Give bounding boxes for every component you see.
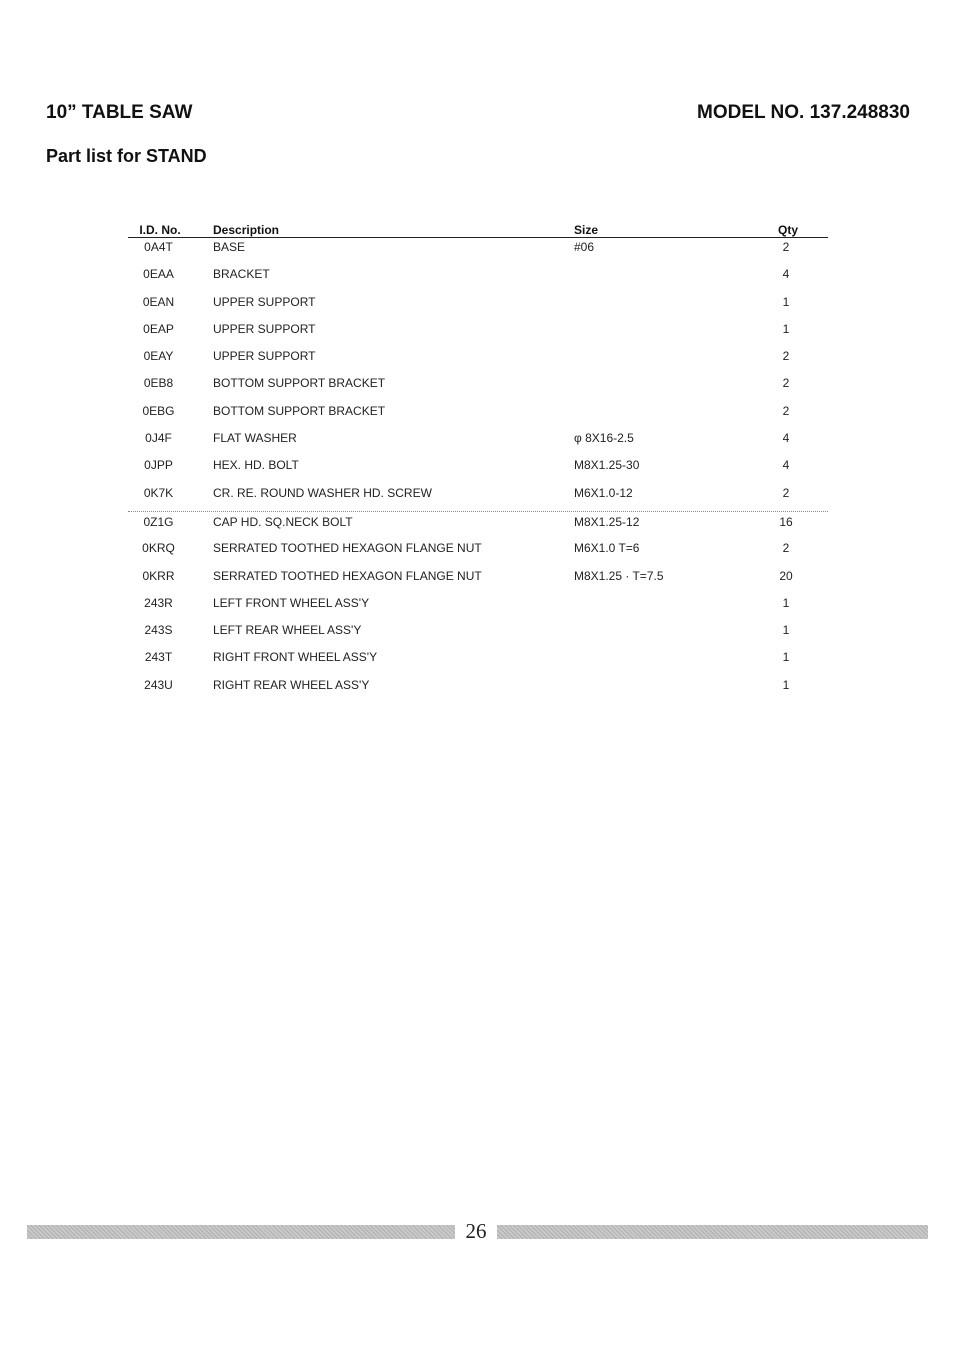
model-number: MODEL NO. 137.248830 [697, 102, 910, 123]
part-id-cell: 0A4T [144, 240, 173, 254]
qty-cell: 1 [782, 595, 790, 610]
description-cell: RIGHT FRONT WHEEL ASS'Y [213, 650, 378, 665]
size-cell: M8X1.25-30 [574, 458, 640, 473]
size-cell: M6X1.0 T=6 [574, 541, 640, 556]
page-footer [27, 1219, 928, 1243]
part-id-cell: 0JPP [144, 458, 173, 473]
table-row [128, 429, 828, 456]
size-cell: φ 8X16-2.5 [574, 431, 634, 446]
qty-cell: 4 [782, 431, 790, 446]
part-id-cell: 0EAY [143, 349, 174, 364]
description-cell: FLAT WASHER [213, 431, 297, 446]
part-id-cell: 0EB8 [143, 376, 174, 391]
footer-pattern-left [27, 1225, 455, 1239]
table-row [128, 265, 828, 292]
description-cell: BOTTOM SUPPORT BRACKET [213, 376, 386, 391]
table-header [128, 222, 828, 238]
footer-pattern-right [497, 1225, 928, 1239]
description-cell: SERRATED TOOTHED HEXAGON FLANGE NUT [213, 541, 482, 556]
table-row [128, 648, 828, 675]
table-row [128, 402, 828, 429]
description-cell: CR. RE. ROUND WASHER HD. SCREW [213, 485, 432, 500]
part-id-cell: 0EAP [143, 321, 174, 336]
description-cell: CAP HD. SQ.NECK BOLT [213, 514, 353, 529]
table-row [128, 621, 828, 648]
table-row [128, 320, 828, 347]
column-header-id: I.D. No. [139, 223, 181, 237]
table-row [128, 567, 828, 594]
part-id-cell: 0EAA [143, 267, 174, 282]
qty-cell: 4 [782, 458, 790, 473]
part-id-cell: 243T [144, 650, 173, 665]
table-row [128, 594, 828, 621]
qty-cell: 2 [782, 541, 790, 556]
table-row [128, 484, 828, 511]
part-id-cell: 243S [144, 623, 173, 638]
part-id-cell: 0Z1G [143, 514, 174, 529]
document-title: 10” TABLE SAW [46, 102, 193, 123]
part-id-cell: 243R [144, 595, 173, 610]
part-id-cell: 0EAN [142, 294, 175, 309]
part-id-cell: 0KRR [142, 568, 175, 583]
table-row [128, 539, 828, 566]
parts-table [128, 222, 828, 703]
qty-cell: 2 [782, 403, 790, 418]
table-row [128, 293, 828, 320]
table-row [128, 374, 828, 401]
description-cell: SERRATED TOOTHED HEXAGON FLANGE NUT [213, 568, 482, 583]
description-cell: UPPER SUPPORT [213, 349, 316, 364]
description-cell: BRACKET [213, 267, 270, 282]
size-cell: #06 [574, 240, 595, 254]
description-cell: BOTTOM SUPPORT BRACKET [213, 403, 386, 418]
table-row [128, 238, 828, 265]
qty-cell: 1 [782, 650, 790, 665]
qty-cell: 2 [782, 485, 790, 500]
column-header-description: Description [213, 223, 280, 237]
page-number: 26 [465, 1219, 487, 1243]
qty-cell: 2 [782, 376, 790, 391]
qty-cell: 2 [782, 240, 790, 254]
qty-cell: 2 [782, 349, 790, 364]
qty-cell: 1 [782, 677, 790, 692]
section-subtitle: Part list for STAND [46, 146, 207, 166]
part-id-cell: 0KRQ [142, 541, 175, 556]
column-header-size: Size [574, 223, 599, 237]
description-cell: RIGHT REAR WHEEL ASS'Y [213, 677, 370, 692]
description-cell: BASE [213, 240, 246, 254]
description-cell: UPPER SUPPORT [213, 321, 316, 336]
qty-cell: 4 [782, 267, 790, 282]
qty-cell: 20 [779, 568, 793, 583]
column-header-qty: Qty [777, 223, 798, 237]
size-cell: M8X1.25-12 [574, 514, 640, 529]
size-cell: M8X1.25 · T=7.5 [574, 568, 664, 583]
table-row [128, 511, 828, 539]
part-id-cell: 0K7K [143, 485, 174, 500]
table-row [128, 676, 828, 703]
qty-cell: 1 [782, 623, 790, 638]
part-id-cell: 243U [144, 677, 173, 692]
size-cell: M6X1.0-12 [574, 485, 633, 500]
description-cell: LEFT REAR WHEEL ASS'Y [213, 623, 362, 638]
qty-cell: 1 [782, 294, 790, 309]
qty-cell: 16 [779, 514, 793, 529]
table-body [128, 238, 828, 703]
part-id-cell: 0EBG [142, 403, 175, 418]
table-row [128, 456, 828, 483]
description-cell: HEX. HD. BOLT [213, 458, 299, 473]
description-cell: LEFT FRONT WHEEL ASS'Y [213, 595, 370, 610]
qty-cell: 1 [782, 321, 790, 336]
description-cell: UPPER SUPPORT [213, 294, 316, 309]
part-id-cell: 0J4F [145, 431, 172, 446]
table-row [128, 347, 828, 374]
